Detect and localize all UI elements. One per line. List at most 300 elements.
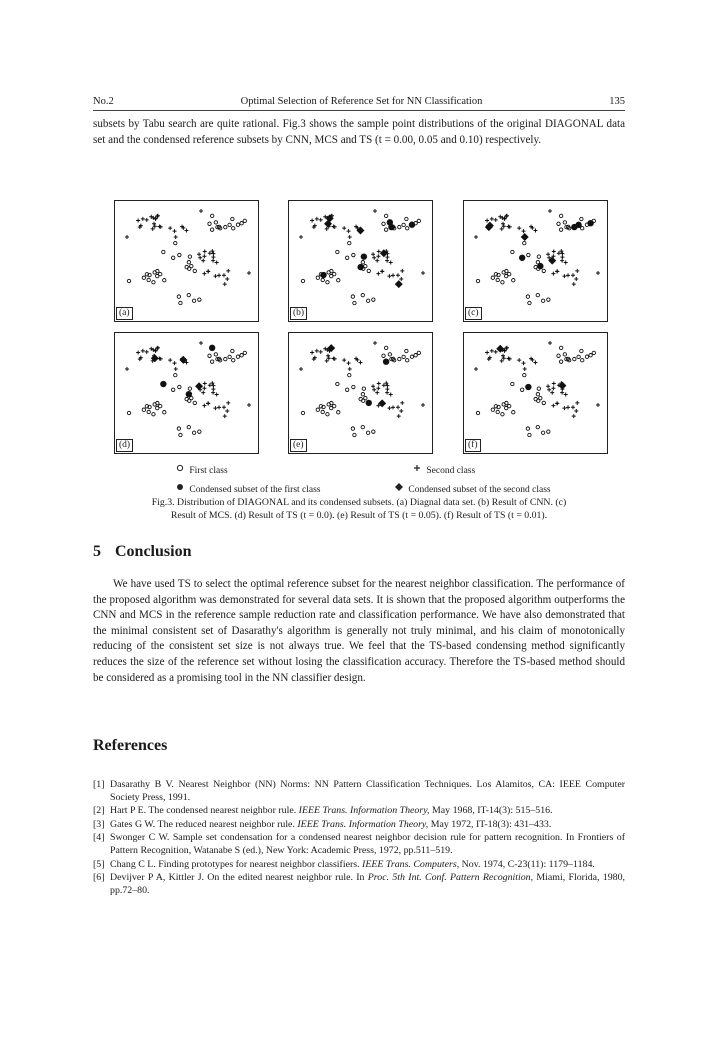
first-class-point <box>417 219 420 222</box>
intro-paragraph: subsets by Tabu search are quite rational. Fig.3 shows the sample point distributions of the original DIAGONAL data set and the condensed reference subsets by CNN, MCS and TS (t = 0.00, 0.05 and 0.10) respectively. <box>93 118 625 146</box>
second-class-point <box>211 391 215 395</box>
first-class-point <box>147 410 150 413</box>
second-class-point <box>215 393 219 397</box>
second-class-point <box>202 254 206 258</box>
open-circle-icon <box>175 463 187 473</box>
second-class-point <box>372 256 376 260</box>
panel-a <box>114 200 259 322</box>
second-class-point <box>358 360 362 364</box>
first-class-point <box>162 250 165 253</box>
second-class-point <box>225 277 229 281</box>
first-class-point <box>361 425 364 428</box>
first-class-point <box>353 301 356 304</box>
second-class-point <box>555 269 559 273</box>
first-class-point <box>345 256 348 259</box>
legend-label: Condensed subset of the second class <box>408 485 551 495</box>
reference-text: Hart P E. The condensed nearest neighbor rule. IEEE Trans. Information Theory, May 1968, IT-14(3): 515–516. <box>110 805 553 817</box>
panel-c <box>463 200 608 322</box>
first-class-point <box>127 279 130 282</box>
first-class-point <box>352 385 355 388</box>
reference-text: Gates G W. The reduced nearest neighbor rule. IEEE Trans. Information Theory, May 1972, IT-18(3): 431–433. <box>110 818 552 830</box>
first-class-point <box>366 299 369 302</box>
second-class-point <box>560 255 564 259</box>
second-class-point <box>552 382 556 386</box>
second-class-point <box>387 274 391 278</box>
first-class-point <box>537 387 540 390</box>
second-class-point <box>217 405 221 409</box>
second-class-point <box>215 261 219 265</box>
first-class-point <box>316 408 319 411</box>
second-class-point <box>213 406 217 410</box>
second-class-point <box>546 384 550 388</box>
second-class-point <box>547 388 551 392</box>
section-title: Conclusion <box>115 543 192 560</box>
first-class-point <box>142 408 145 411</box>
second-class-point <box>247 271 251 275</box>
first-class-point <box>321 410 324 413</box>
first-class-point <box>198 298 201 301</box>
first-class-point <box>210 360 213 363</box>
first-class-point <box>336 250 339 253</box>
second-class-point <box>211 259 215 263</box>
first-class-point <box>528 433 531 436</box>
scatter-e <box>289 333 432 453</box>
second-class-point <box>299 367 303 371</box>
second-class-point <box>125 235 129 239</box>
first-class-point <box>410 355 413 358</box>
second-class-point <box>566 405 570 409</box>
second-class-point <box>198 256 202 260</box>
first-class-point <box>152 413 155 416</box>
first-class-point <box>496 278 499 281</box>
first-class-point <box>501 413 504 416</box>
first-class-point <box>589 353 592 356</box>
second-class-point <box>184 228 188 232</box>
header-title: Optimal Selection of Reference Set for NN Classification <box>240 96 483 107</box>
second-class-point <box>474 367 478 371</box>
figure-caption <box>93 497 625 522</box>
second-class-point <box>552 250 556 254</box>
condensed-first-point <box>409 222 415 228</box>
first-class-point <box>187 260 190 263</box>
first-class-point <box>362 387 365 390</box>
reference-number: [3] <box>93 818 105 830</box>
second-class-point <box>380 269 384 273</box>
second-class-point <box>153 224 157 228</box>
first-class-point <box>188 255 191 258</box>
condensed-first-point <box>571 224 577 230</box>
second-class-point <box>141 217 145 221</box>
second-class-point <box>168 226 172 230</box>
first-class-point <box>523 373 526 376</box>
second-class-point <box>174 235 178 239</box>
first-class-point <box>536 425 539 428</box>
first-class-point <box>171 256 174 259</box>
first-class-point <box>372 298 375 301</box>
second-class-point <box>399 277 403 281</box>
second-class-point <box>397 414 401 418</box>
first-class-point <box>523 241 526 244</box>
second-class-point <box>562 406 566 410</box>
first-class-point <box>163 279 166 282</box>
reference-text: Swonger C W. Sample set condensation for a condensed nearest neighbor decision rule for pattern recognition. In Frontiers of Pattern Recognition, Watanabe S (ed.), New York: Academic Press, 1972, pp.511–519. <box>110 832 625 856</box>
second-class-point <box>562 274 566 278</box>
second-class-point <box>574 277 578 281</box>
reference-number: [6] <box>93 872 105 884</box>
second-class-point <box>474 235 478 239</box>
first-class-point <box>526 427 529 430</box>
first-class-point <box>585 355 588 358</box>
first-class-point <box>361 392 364 395</box>
filled-circle-icon <box>175 482 187 492</box>
condensed-first-point <box>366 400 372 406</box>
second-class-point <box>211 255 215 259</box>
first-class-point <box>366 431 369 434</box>
first-class-point <box>177 427 180 430</box>
first-class-point <box>301 411 304 414</box>
second-class-point <box>208 383 212 387</box>
first-class-point <box>345 388 348 391</box>
second-class-point <box>217 273 221 277</box>
second-class-point <box>533 360 537 364</box>
second-class-point <box>315 349 319 353</box>
first-class-point <box>580 217 583 220</box>
first-class-point <box>573 357 576 360</box>
first-class-point <box>187 425 190 428</box>
first-class-point <box>240 221 243 224</box>
first-class-point <box>159 272 162 275</box>
first-class-point <box>592 351 595 354</box>
panel-label: (a) <box>116 307 133 320</box>
first-class-point <box>353 433 356 436</box>
first-class-point <box>232 227 235 230</box>
first-class-point <box>326 281 329 284</box>
first-class-point <box>210 228 213 231</box>
second-class-point <box>421 403 425 407</box>
condensed-first-point <box>383 358 389 364</box>
second-class-point <box>548 341 552 345</box>
second-class-point <box>517 226 521 230</box>
first-class-point <box>520 388 523 391</box>
first-class-point <box>142 276 145 279</box>
second-class-point <box>223 414 227 418</box>
second-class-point <box>523 367 527 371</box>
first-class-point <box>240 353 243 356</box>
first-class-point <box>198 430 201 433</box>
first-class-point <box>316 276 319 279</box>
legend-label: Second class <box>426 466 476 476</box>
first-class-point <box>511 250 514 253</box>
second-class-point <box>389 261 393 265</box>
first-class-point <box>301 279 304 282</box>
second-class-point <box>206 401 210 405</box>
second-class-point <box>375 391 379 395</box>
first-class-point <box>491 408 494 411</box>
scatter-b <box>289 201 432 321</box>
second-class-point <box>141 349 145 353</box>
second-class-point <box>522 229 526 233</box>
second-class-point <box>299 235 303 239</box>
first-class-point <box>382 222 385 225</box>
first-class-point <box>542 269 545 272</box>
second-class-point <box>223 282 227 286</box>
second-class-point <box>505 346 509 350</box>
first-class-point <box>382 354 385 357</box>
second-class-point <box>372 388 376 392</box>
first-class-point <box>159 404 162 407</box>
second-class-point <box>564 393 568 397</box>
scatter-c <box>464 201 607 321</box>
first-class-point <box>563 221 566 224</box>
legend-label: Condensed subset of the first class <box>189 485 321 495</box>
first-class-point <box>405 349 408 352</box>
second-class-point <box>385 391 389 395</box>
first-class-point <box>333 404 336 407</box>
first-class-point <box>178 253 181 256</box>
second-class-point <box>208 251 212 255</box>
first-class-point <box>537 255 540 258</box>
figure-row-top <box>114 200 608 322</box>
first-class-point <box>192 431 195 434</box>
first-class-point <box>163 411 166 414</box>
first-class-point <box>527 253 530 256</box>
references-heading: References <box>93 737 168 754</box>
paper-page <box>93 96 625 896</box>
second-class-point <box>575 269 579 273</box>
second-class-point <box>199 209 203 213</box>
first-class-point <box>171 388 174 391</box>
second-class-point <box>173 229 177 233</box>
second-class-point <box>596 271 600 275</box>
second-class-point <box>575 401 579 405</box>
first-class-point <box>192 299 195 302</box>
first-class-point <box>536 293 539 296</box>
second-class-point <box>347 229 351 233</box>
first-class-point <box>528 301 531 304</box>
second-class-point <box>571 405 575 409</box>
first-class-point <box>224 357 227 360</box>
first-class-point <box>351 295 354 298</box>
second-class-point <box>136 219 140 223</box>
condensed-second-point <box>195 382 203 390</box>
first-class-point <box>405 217 408 220</box>
second-class-point <box>421 271 425 275</box>
second-class-point <box>571 273 575 277</box>
second-class-point <box>315 217 319 221</box>
first-class-point <box>372 430 375 433</box>
second-class-point <box>564 261 568 265</box>
second-class-point <box>572 282 576 286</box>
reference-item <box>93 832 625 857</box>
first-class-point <box>559 228 562 231</box>
second-class-point <box>342 226 346 230</box>
second-class-point <box>348 367 352 371</box>
first-class-point <box>127 411 130 414</box>
first-class-point <box>193 401 196 404</box>
reference-number: [2] <box>93 805 105 817</box>
first-class-point <box>326 413 329 416</box>
second-class-point <box>310 219 314 223</box>
second-class-point <box>490 349 494 353</box>
first-class-point <box>179 301 182 304</box>
first-class-point <box>581 359 584 362</box>
second-class-point <box>203 382 207 386</box>
reference-text: Chang C L. Finding prototypes for nearest neighbor classifiers. IEEE Trans. Computers, Nov. 1974, C-23(11): 1179–1184. <box>110 858 595 870</box>
panel-label: (e) <box>290 439 307 452</box>
second-class-point <box>485 219 489 223</box>
figure-row-bottom <box>114 332 608 454</box>
second-class-point <box>546 252 550 256</box>
panel-label: (f) <box>465 439 481 452</box>
second-class-point <box>371 384 375 388</box>
second-class-point <box>376 254 380 258</box>
first-class-point <box>337 279 340 282</box>
first-class-point <box>559 214 562 217</box>
second-class-point <box>376 272 380 276</box>
first-class-point <box>188 387 191 390</box>
first-class-point <box>236 223 239 226</box>
condensed-second-point <box>395 280 403 288</box>
first-class-point <box>361 260 364 263</box>
second-class-point <box>550 391 554 395</box>
first-class-point <box>414 353 417 356</box>
panel-e <box>288 332 433 454</box>
second-class-point <box>202 386 206 390</box>
second-class-point <box>517 358 521 362</box>
scatter-d <box>115 333 258 453</box>
first-class-point <box>384 214 387 217</box>
legend-condensed-first <box>175 482 321 495</box>
first-class-point <box>577 355 580 358</box>
reference-item <box>93 819 625 832</box>
second-class-point <box>375 259 379 263</box>
first-class-point <box>352 253 355 256</box>
first-class-point <box>231 349 234 352</box>
caption-line: Fig.3. Distribution of DIAGONAL and its condensed subsets. (a) Diagnal data set. (b) Result of CNN. (c) <box>151 497 567 508</box>
second-class-point <box>501 222 505 226</box>
first-class-point <box>541 299 544 302</box>
second-class-point <box>326 354 330 358</box>
first-class-point <box>541 431 544 434</box>
first-class-point <box>177 295 180 298</box>
legend-condensed-second <box>394 482 551 495</box>
second-class-point <box>560 391 564 395</box>
panel-label: (d) <box>116 439 133 452</box>
second-class-point <box>557 251 561 255</box>
second-class-point <box>327 356 331 360</box>
first-class-point <box>417 351 420 354</box>
second-class-point <box>560 259 564 263</box>
first-class-point <box>406 227 409 230</box>
condensed-first-point <box>361 253 367 259</box>
second-class-point <box>225 409 229 413</box>
first-class-point <box>193 269 196 272</box>
second-class-point <box>203 250 207 254</box>
second-class-point <box>485 351 489 355</box>
panel-d <box>114 332 259 454</box>
second-class-point <box>551 404 555 408</box>
second-class-point <box>391 273 395 277</box>
first-class-point <box>508 272 511 275</box>
second-class-point <box>348 235 352 239</box>
first-class-point <box>526 295 529 298</box>
first-class-point <box>384 346 387 349</box>
first-class-point <box>178 385 181 388</box>
first-class-point <box>179 433 182 436</box>
first-class-point <box>348 373 351 376</box>
reference-text: Devijver P A, Kittler J. On the edited nearest neighbor rule. In Proc. 5th Int. Conf. Pattern Recognition, Miami, Florida, 1980, pp.72–80. <box>110 872 625 896</box>
second-class-point <box>211 387 215 391</box>
second-class-point <box>400 401 404 405</box>
first-class-point <box>174 241 177 244</box>
second-class-point <box>500 227 504 231</box>
first-class-point <box>228 355 231 358</box>
first-class-point <box>208 354 211 357</box>
reference-list <box>93 779 625 898</box>
first-class-point <box>147 278 150 281</box>
section-heading <box>93 543 191 561</box>
second-class-point <box>371 252 375 256</box>
second-class-point <box>206 269 210 273</box>
second-class-point <box>391 405 395 409</box>
second-class-point <box>555 401 559 405</box>
condensed-first-point <box>519 255 525 261</box>
second-class-point <box>373 209 377 213</box>
condensed-second-point <box>521 233 529 241</box>
first-class-point <box>402 355 405 358</box>
panel-b <box>288 200 433 322</box>
first-class-point <box>547 298 550 301</box>
first-class-point <box>512 411 515 414</box>
first-class-point <box>243 219 246 222</box>
running-header <box>93 96 625 111</box>
first-class-point <box>187 293 190 296</box>
second-class-point <box>502 356 506 360</box>
second-class-point <box>551 386 555 390</box>
second-class-point <box>522 361 526 365</box>
first-class-point <box>496 410 499 413</box>
second-class-point <box>145 218 149 222</box>
first-class-point <box>210 214 213 217</box>
first-class-point <box>542 401 545 404</box>
reference-item <box>93 779 625 804</box>
second-class-point <box>385 387 389 391</box>
section-number: 5 <box>93 543 101 560</box>
first-class-point <box>557 354 560 357</box>
first-class-point <box>476 411 479 414</box>
first-class-point <box>547 430 550 433</box>
reference-text: Dasarathy B V. Nearest Neighbor (NN) Norms: NN Pattern Classification Techniques. Los Alamitos, CA: IEEE Computer Society Press, 1991. <box>110 779 625 803</box>
second-class-point <box>494 350 498 354</box>
filled-diamond-icon <box>394 482 406 492</box>
second-class-point <box>373 341 377 345</box>
second-class-point <box>572 414 576 418</box>
second-class-point <box>501 354 505 358</box>
header-page-number: 135 <box>609 96 625 107</box>
first-class-point <box>511 382 514 385</box>
first-class-point <box>208 222 211 225</box>
first-class-point <box>243 351 246 354</box>
first-class-point <box>228 223 231 226</box>
second-class-point <box>385 255 389 259</box>
second-class-point <box>226 401 230 405</box>
second-class-point <box>325 359 329 363</box>
first-class-point <box>580 349 583 352</box>
second-class-point <box>494 218 498 222</box>
scatter-a <box>115 201 258 321</box>
first-class-point <box>174 373 177 376</box>
reference-item <box>93 859 625 872</box>
